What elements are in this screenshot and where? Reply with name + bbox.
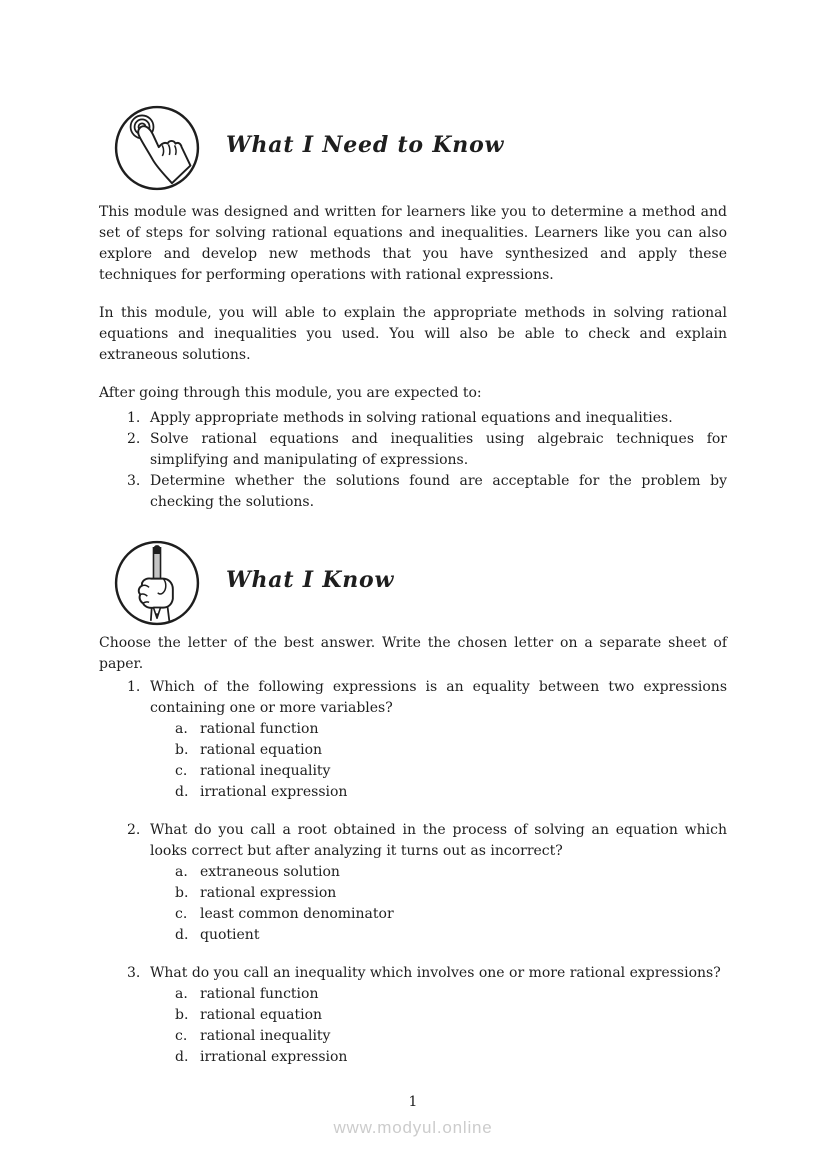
question-text: What do you call a root obtained in the process of solving an equation which looks correct but after analyzing it turns out as incorrect? [150,822,727,859]
choices-list [175,862,727,946]
choice-text: rational equation [200,1007,323,1023]
choice-text: rational function [200,721,319,737]
choice-item [175,925,727,946]
choice-letter: a. [175,864,188,880]
choice-letter: c. [175,1028,188,1044]
choice-item [175,740,727,761]
objectives-list [127,408,727,513]
choice-text: rational function [200,986,319,1002]
touch-finger-icon [113,104,201,192]
choice-text: quotient [200,927,260,943]
choice-text: rational expression [200,885,337,901]
choice-letter: d. [175,1049,189,1065]
question-item [99,963,727,1068]
objective-text: Determine whether the solutions found are acceptable for the problem by checking the solutions. [150,473,727,510]
choice-item [175,782,727,803]
module-intro-paragraph: This module was designed and written for learners like you to determine a method and set of steps for solving rational equations and inequalities. Learners like you can also explore and develop new methods that you have synthesized and apply these techniques for performing operations with rational expressions. [99,204,727,283]
quiz-instruction: Choose the letter of the best answer. Write the chosen letter on a separate sheet of paper. [99,635,727,672]
objective-number: 3. [127,473,141,489]
question-body [150,820,727,946]
section-header-need-to-know [113,104,727,192]
choice-letter: a. [175,721,188,737]
module-goals-paragraph: In this module, you will able to explain the appropriate methods in solving rational equations and inequalities you used. You will also be able to check and explain extraneous solutions. [99,305,727,363]
choices-list [175,984,727,1068]
objective-item [127,408,727,429]
choice-item [175,1026,727,1047]
choice-text: rational equation [200,742,323,758]
choice-text: least common denominator [200,906,394,922]
choice-text: extraneous solution [200,864,340,880]
choice-letter: c. [175,906,188,922]
question-number: 3. [127,965,141,981]
choice-letter: b. [175,885,189,901]
choice-letter: a. [175,986,188,1002]
objective-number: 1. [127,410,141,426]
choices-list [175,719,727,803]
choice-item [175,719,727,740]
choice-letter: d. [175,784,189,800]
choice-item [175,1047,727,1068]
choice-item [175,862,727,883]
question-body [150,963,727,1068]
objective-text: Solve rational equations and inequalities using algebraic techniques for simplifying and manipulating of expressions. [150,431,727,468]
choice-text: rational inequality [200,1028,331,1044]
choice-letter: c. [175,763,188,779]
choice-item [175,761,727,782]
choice-letter: b. [175,1007,189,1023]
question-item [99,820,727,946]
question-text: What do you call an inequality which involves one or more rational expressions? [150,965,721,981]
choice-letter: b. [175,742,189,758]
page-number: 1 [408,1094,418,1110]
objectives-intro: After going through this module, you are expected to: [99,385,482,401]
objective-text: Apply appropriate methods in solving rational equations and inequalities. [150,410,673,426]
objective-item [127,429,727,471]
choice-text: irrational expression [200,784,348,800]
choice-item [175,904,727,925]
question-number: 1. [127,679,141,695]
heading-what-i-know: What I Know [226,567,395,593]
choice-item [175,1005,727,1026]
choice-text: irrational expression [200,1049,348,1065]
hand-holding-pencil-icon [113,539,201,627]
choice-item [175,984,727,1005]
objective-number: 2. [127,431,141,447]
heading-what-i-need-to-know: What I Need to Know [226,132,505,158]
objective-item [127,471,727,513]
choice-text: rational inequality [200,763,331,779]
section-header-what-i-know [113,539,727,627]
watermark: www.modyul.online [333,1118,493,1137]
question-text: Which of the following expressions is an equality between two expressions containing one or more variables? [150,679,727,716]
question-item [99,677,727,803]
question-body [150,677,727,803]
choice-item [175,883,727,904]
choice-letter: d. [175,927,189,943]
question-number: 2. [127,822,141,838]
